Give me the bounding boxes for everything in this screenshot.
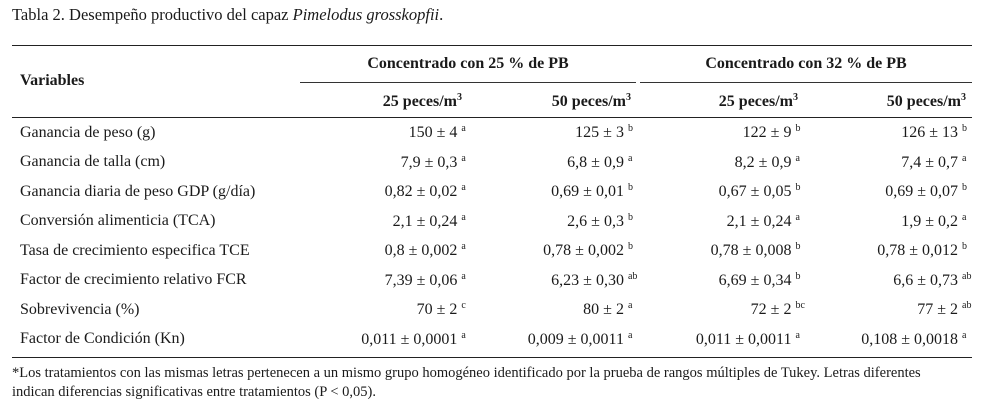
cell-value bbox=[805, 118, 972, 148]
cell-value bbox=[805, 325, 972, 355]
cell-mean-sd: 126 ± 13 bbox=[901, 124, 958, 142]
cell-mean-sd: 125 ± 3 bbox=[575, 124, 624, 142]
subheader-2-sup: 3 bbox=[626, 92, 631, 103]
subheader-4 bbox=[800, 92, 966, 111]
caption-prefix: Tabla 2. Desempeño productivo del capaz bbox=[12, 5, 293, 24]
cell-significance-letter: a bbox=[795, 329, 800, 341]
table-row bbox=[12, 236, 972, 266]
cell-significance-letter: a bbox=[461, 241, 466, 253]
table-caption bbox=[12, 5, 443, 25]
cell-mean-sd: 2,1 ± 0,24 bbox=[726, 212, 792, 230]
subheader-3-label: 25 peces/m bbox=[718, 93, 793, 110]
footnote-line-2: indican diferencias significativas entre tratamientos (P < 0,05). bbox=[12, 384, 376, 400]
cell-significance-letter: a bbox=[627, 152, 633, 164]
cell-mean-sd: 0,78 ± 0,012 bbox=[877, 242, 958, 260]
cell-mean-sd: 6,23 ± 0,30 bbox=[551, 271, 624, 289]
cell-significance-letter: a bbox=[627, 329, 633, 341]
subheader-2 bbox=[465, 92, 631, 111]
cell-mean-sd: 72 ± 2 bbox=[750, 301, 792, 319]
group2-underline bbox=[640, 82, 972, 83]
table-row bbox=[12, 266, 972, 296]
cell-significance-letter: b bbox=[962, 123, 967, 135]
cell-mean-sd: 0,108 ± 0,0018 bbox=[861, 330, 958, 348]
cell-value bbox=[805, 177, 972, 207]
cell-significance-letter: b bbox=[795, 270, 801, 282]
footnote bbox=[12, 364, 977, 402]
cell-significance-letter: a bbox=[795, 152, 800, 164]
row-variable: Ganancia diaria de peso GDP (g/día) bbox=[20, 182, 256, 200]
cell-significance-letter: ab bbox=[627, 270, 638, 282]
cell-value bbox=[471, 207, 638, 237]
row-variable: Sobrevivencia (%) bbox=[20, 300, 140, 318]
table-row bbox=[12, 295, 972, 325]
cell-significance-letter: a bbox=[461, 270, 466, 282]
subheader-4-label: 50 peces/m bbox=[886, 93, 961, 110]
cell-value bbox=[638, 207, 806, 237]
cell-mean-sd: 6,6 ± 0,73 bbox=[893, 271, 958, 289]
cell-mean-sd: 0,78 ± 0,008 bbox=[710, 242, 792, 260]
cell-mean-sd: 70 ± 2 bbox=[416, 301, 458, 319]
header-group1: Concentrado con 25 % de PB bbox=[367, 55, 569, 72]
subheader-2-label: 50 peces/m bbox=[551, 93, 626, 110]
cell-mean-sd: 2,1 ± 0,24 bbox=[392, 212, 458, 230]
cell-value bbox=[638, 295, 806, 325]
cell-mean-sd: 0,69 ± 0,07 bbox=[885, 183, 958, 201]
subheader-1 bbox=[300, 92, 462, 111]
bottom-rule bbox=[12, 357, 972, 358]
table-row bbox=[12, 207, 972, 237]
cell-mean-sd: 6,8 ± 0,9 bbox=[567, 153, 624, 171]
cell-value bbox=[471, 325, 638, 355]
cell-significance-letter: b bbox=[962, 182, 967, 194]
cell-value bbox=[471, 266, 638, 296]
row-variable: Ganancia de peso (g) bbox=[20, 123, 156, 141]
cell-significance-letter: c bbox=[461, 300, 466, 312]
cell-significance-letter: a bbox=[627, 300, 633, 312]
cell-significance-letter: a bbox=[962, 329, 967, 341]
cell-value bbox=[471, 118, 638, 148]
subheader-1-sup: 3 bbox=[457, 92, 462, 103]
cell-value bbox=[805, 148, 972, 178]
cell-significance-letter: b bbox=[962, 241, 967, 253]
cell-significance-letter: a bbox=[461, 211, 466, 223]
cell-value bbox=[805, 236, 972, 266]
cell-significance-letter: a bbox=[461, 123, 466, 135]
table-row bbox=[12, 177, 972, 207]
cell-value bbox=[309, 236, 472, 266]
row-variable: Ganancia de talla (cm) bbox=[20, 153, 166, 171]
cell-mean-sd: 7,4 ± 0,7 bbox=[901, 153, 958, 171]
data-table bbox=[12, 118, 972, 354]
subheader-1-label: 25 peces/m bbox=[382, 93, 457, 110]
cell-value bbox=[309, 295, 472, 325]
cell-mean-sd: 80 ± 2 bbox=[583, 301, 624, 319]
table-row bbox=[12, 325, 972, 355]
cell-mean-sd: 6,69 ± 0,34 bbox=[718, 271, 792, 289]
cell-value bbox=[805, 207, 972, 237]
header-variables: Variables bbox=[20, 72, 85, 89]
table-row bbox=[12, 148, 972, 178]
cell-significance-letter: a bbox=[962, 211, 967, 223]
cell-significance-letter: a bbox=[795, 211, 800, 223]
cell-value bbox=[471, 236, 638, 266]
cell-mean-sd: 0,78 ± 0,002 bbox=[543, 242, 624, 260]
caption-species: Pimelodus grosskopfii bbox=[292, 5, 440, 24]
cell-mean-sd: 122 ± 9 bbox=[742, 124, 792, 142]
cell-value bbox=[638, 236, 806, 266]
cell-value bbox=[309, 148, 472, 178]
cell-mean-sd: 7,9 ± 0,3 bbox=[400, 153, 458, 171]
cell-value bbox=[471, 295, 638, 325]
subheader-3-sup: 3 bbox=[793, 92, 798, 103]
cell-value bbox=[309, 207, 472, 237]
cell-value bbox=[805, 266, 972, 296]
cell-mean-sd: 0,011 ± 0,0001 bbox=[361, 330, 458, 348]
cell-significance-letter: b bbox=[627, 123, 633, 135]
cell-value bbox=[638, 177, 806, 207]
cell-mean-sd: 0,009 ± 0,0011 bbox=[527, 330, 624, 348]
cell-value bbox=[471, 177, 638, 207]
cell-value bbox=[638, 118, 806, 148]
cell-significance-letter: a bbox=[962, 152, 967, 164]
cell-value bbox=[309, 177, 472, 207]
cell-value bbox=[471, 148, 638, 178]
cell-significance-letter: b bbox=[627, 211, 633, 223]
cell-significance-letter: b bbox=[627, 182, 633, 194]
cell-value bbox=[805, 295, 972, 325]
cell-mean-sd: 0,011 ± 0,0011 bbox=[695, 330, 792, 348]
cell-value bbox=[638, 266, 806, 296]
cell-value bbox=[638, 148, 806, 178]
cell-significance-letter: b bbox=[627, 241, 633, 253]
top-rule bbox=[12, 45, 972, 46]
cell-mean-sd: 7,39 ± 0,06 bbox=[384, 271, 458, 289]
group1-underline bbox=[300, 82, 636, 83]
cell-value bbox=[309, 266, 472, 296]
cell-significance-letter: a bbox=[461, 182, 466, 194]
row-variable: Conversión alimenticia (TCA) bbox=[20, 212, 216, 230]
header-group2: Concentrado con 32 % de PB bbox=[705, 55, 907, 72]
cell-value bbox=[638, 325, 806, 355]
row-variable: Tasa de crecimiento especifica TCE bbox=[20, 241, 250, 259]
cell-significance-letter: ab bbox=[962, 300, 972, 312]
cell-value bbox=[309, 325, 472, 355]
cell-significance-letter: b bbox=[795, 241, 801, 253]
cell-significance-letter: b bbox=[795, 123, 801, 135]
cell-mean-sd: 150 ± 4 bbox=[408, 124, 458, 142]
cell-significance-letter: ab bbox=[962, 270, 972, 282]
cell-value bbox=[309, 118, 472, 148]
cell-mean-sd: 0,8 ± 0,002 bbox=[384, 242, 458, 260]
table-row bbox=[12, 118, 972, 148]
data-table-body bbox=[12, 118, 972, 354]
cell-mean-sd: 1,9 ± 0,2 bbox=[901, 212, 958, 230]
cell-mean-sd: 0,69 ± 0,01 bbox=[551, 183, 624, 201]
cell-mean-sd: 0,82 ± 0,02 bbox=[384, 183, 458, 201]
subheader-3 bbox=[640, 92, 798, 111]
cell-significance-letter: bc bbox=[795, 300, 805, 312]
footnote-line-1: *Los tratamientos con las mismas letras pertenecen a un mismo grupo homogéneo identificado por la prueba de rangos múltiples de Tukey. Letras diferentes bbox=[12, 365, 921, 381]
caption-suffix: . bbox=[439, 5, 444, 24]
cell-mean-sd: 2,6 ± 0,3 bbox=[567, 212, 624, 230]
cell-significance-letter: a bbox=[461, 152, 466, 164]
subheader-4-sup: 3 bbox=[961, 92, 966, 103]
cell-mean-sd: 0,67 ± 0,05 bbox=[718, 183, 792, 201]
row-variable: Factor de crecimiento relativo FCR bbox=[20, 271, 247, 289]
row-variable: Factor de Condición (Kn) bbox=[20, 330, 185, 348]
cell-mean-sd: 8,2 ± 0,9 bbox=[734, 153, 792, 171]
cell-mean-sd: 77 ± 2 bbox=[917, 301, 958, 319]
cell-significance-letter: a bbox=[461, 329, 466, 341]
cell-significance-letter: b bbox=[795, 182, 801, 194]
